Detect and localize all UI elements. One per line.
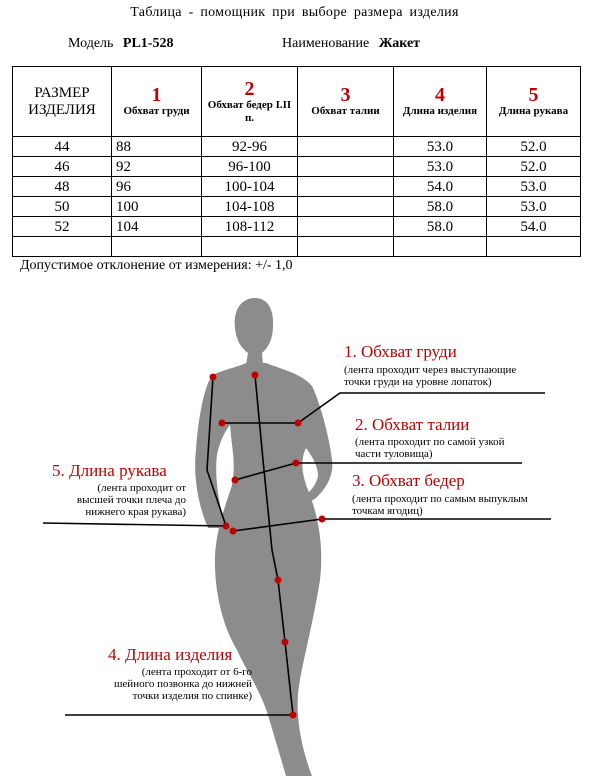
label-description: (лента проходит от 6-го [141,666,252,678]
head-shape [235,298,273,365]
cell-hips: 100-104 [202,177,298,197]
cell-sleeve: 54.0 [487,217,581,237]
column-header-length [394,67,487,137]
cell-size: 48 [13,177,112,197]
marker-dot [293,460,300,467]
cell-chest: 88 [112,137,202,157]
label-description: (лента проходит по самым выпуклым [352,493,528,505]
torso-shape [195,363,332,776]
body-silhouette [195,298,332,776]
cell-hips: 92-96 [202,137,298,157]
label-description: точки груди на уровне лопаток) [344,376,492,388]
column-number: 2 [244,77,255,100]
column-header-waist [298,67,394,137]
label-length [108,645,252,702]
cell-chest: 96 [112,177,202,197]
cell-size: 52 [13,217,112,237]
cell-waist [298,237,394,257]
cell-sleeve: 52.0 [487,157,581,177]
cell-chest [112,237,202,257]
column-header-hips [202,67,298,137]
cell-size: 50 [13,197,112,217]
table-row [13,137,581,157]
label-hips [352,471,528,517]
cell-length: 58.0 [394,197,487,217]
column-header-chest [112,67,202,137]
marker-dot [319,516,326,523]
label-description: (лента проходит по самой узкой [355,436,505,448]
cell-hips [202,237,298,257]
product-name-label: Наименование [282,36,370,51]
marker-dot [219,420,226,427]
label-sleeve [52,461,186,518]
cell-length: 53.0 [394,137,487,157]
marker-dot [223,523,230,530]
column-number: 3 [340,84,351,106]
label-title: 4. Длина изделия [108,645,233,664]
cell-chest: 104 [112,217,202,237]
label-description: высшей точки плеча до [76,494,186,506]
size-column-header: РАЗМЕР ИЗДЕЛИЯ [13,67,112,137]
cell-length: 53.0 [394,157,487,177]
table-row [13,177,581,197]
label-description: нижнего края рукава) [85,506,186,518]
measurement-diagram [0,290,589,776]
cell-waist [298,197,394,217]
label-title: 2. Обхват талии [355,415,470,434]
label-description: точки изделия по спинке) [132,690,252,702]
marker-dot [232,477,239,484]
label-description: шейного позвонка до нижней [113,678,252,690]
cell-size: 46 [13,157,112,177]
table-row-empty [13,237,581,257]
cell-waist [298,157,394,177]
product-name-line [282,36,420,52]
column-label: Обхват бедер I.II п. [207,98,292,124]
cell-hips: 108-112 [202,217,298,237]
model-value: PL1-528 [122,36,174,51]
sleeve-pointer [43,523,226,526]
table-row [13,157,581,177]
marker-dot [282,639,289,646]
cell-length [394,237,487,257]
size-table [12,66,581,257]
column-label: Обхват груди [123,105,190,117]
model-label: Модель [68,36,114,51]
cell-sleeve [487,237,581,257]
cell-chest: 92 [112,157,202,177]
label-description: (лента проходит через выступающие [344,364,517,376]
column-number: 1 [151,84,162,106]
label-title: 1. Обхват груди [344,342,457,361]
marker-dot [290,712,297,719]
marker-dot [230,528,237,535]
cell-hips: 96-100 [202,157,298,177]
table-row [13,217,581,237]
model-line [68,36,173,52]
label-title: 3. Обхват бедер [352,471,465,490]
cell-hips: 104-108 [202,197,298,217]
cell-waist [298,137,394,157]
cell-sleeve: 53.0 [487,197,581,217]
cell-sleeve: 52.0 [487,137,581,157]
label-description: части туловища) [355,448,433,460]
column-number: 4 [435,84,445,106]
table-row [13,197,581,217]
cell-waist [298,177,394,197]
label-title: 5. Длина рукава [52,461,167,480]
tolerance-note: Допустимое отклонение от измерения: +/- 1,0 [20,258,293,273]
cell-length: 54.0 [394,177,487,197]
cell-size: 44 [13,137,112,157]
cell-chest: 100 [112,197,202,217]
marker-dot [275,577,282,584]
column-label: Длина рукава [498,105,569,117]
marker-dot [252,372,259,379]
cell-sleeve: 53.0 [487,177,581,197]
column-label: Длина изделия [402,105,478,117]
label-waist [355,415,505,460]
page-title: Таблица - помощник при выборе размера изделия [130,5,459,20]
column-header-sleeve [487,67,581,137]
table-header-row [13,67,581,137]
label-chest [344,342,516,388]
label-description: (лента проходит от [97,482,186,494]
marker-dot [295,420,302,427]
marker-dot [210,374,217,381]
product-name-value: Жакет [378,36,421,51]
cell-waist [298,217,394,237]
column-label: Обхват талии [311,105,380,117]
cell-size [13,237,112,257]
column-number: 5 [528,84,539,106]
cell-length: 58.0 [394,217,487,237]
label-description: точкам ягодиц) [352,505,423,517]
